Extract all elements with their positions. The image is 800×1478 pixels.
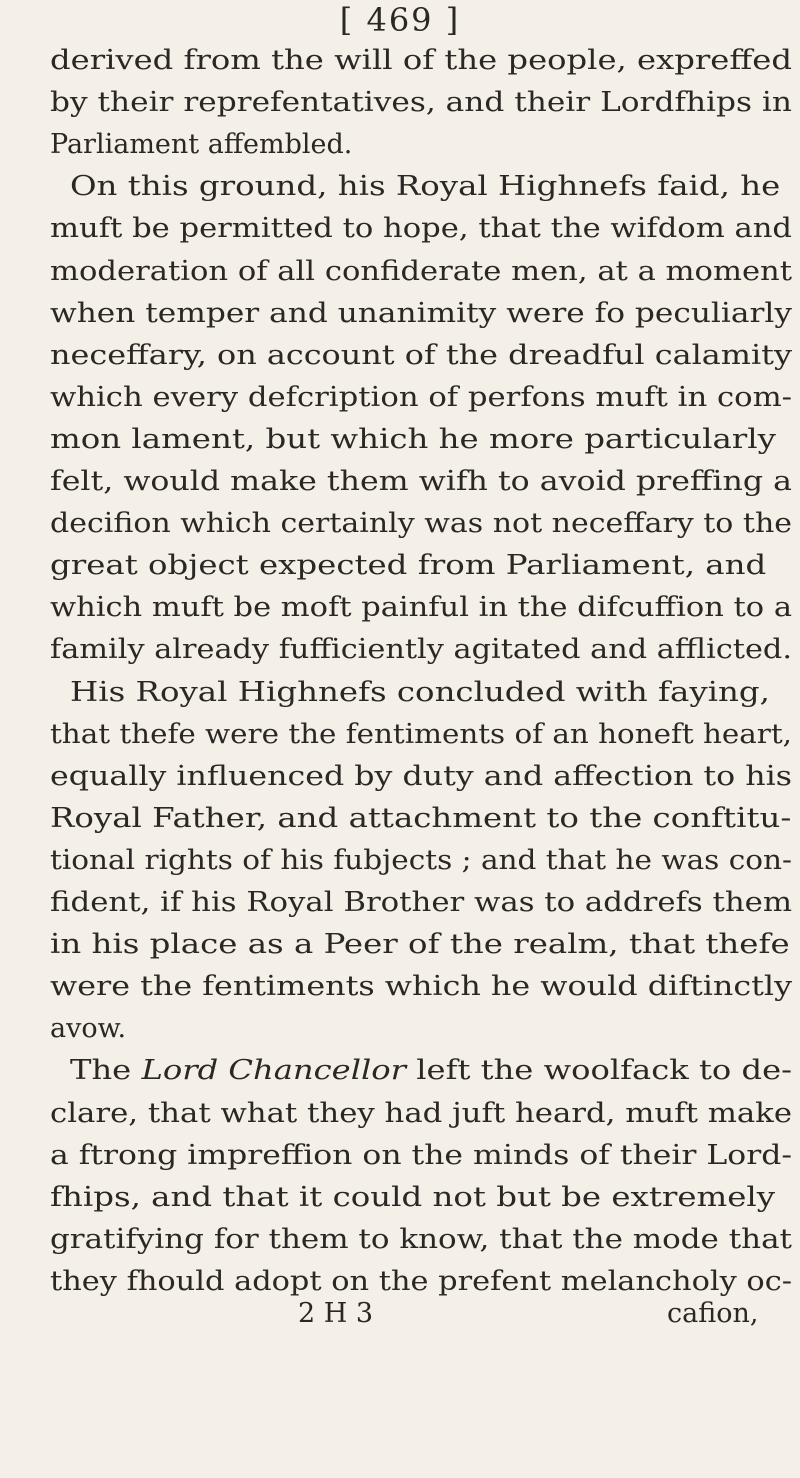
text-line [70, 1055, 793, 1087]
text-line: were the fentiments which he would diftinctly [50, 971, 793, 1003]
catchword: cafion, [667, 1298, 759, 1329]
text-line: a ftrong impreffion on the minds of their Lord- [50, 1139, 792, 1171]
text-segment: The [70, 1055, 142, 1087]
page-number: [ 469 ] [339, 1, 461, 39]
text-line: which muft be moft painful in the difcuffion to a [50, 592, 793, 624]
text-line: tional rights of his fubjects ; and that he was con- [50, 844, 792, 876]
text-line: family already fufficiently agitated and afflicted. [50, 634, 792, 666]
text-line: mon lament, but which he more particularly [50, 423, 776, 455]
text-line: avow. [50, 1013, 127, 1045]
text-line: in his place as a Peer of the realm, that thefe [50, 929, 790, 961]
text-line: which every defcription of perfons muft in com- [50, 381, 793, 413]
text-line: derived from the will of the people, expreffed [50, 45, 792, 76]
text-line: His Royal Highnefs concluded with faying, [70, 676, 770, 708]
page-footer [0, 1298, 800, 1329]
text-line: they fhould adopt on the prefent melancholy oc- [50, 1265, 792, 1297]
text-line: decifion which certainly was not neceffary to the [50, 508, 793, 540]
text-line: by their reprefentatives, and their Lordfhips in [50, 87, 792, 119]
text-line: moderation of all confiderate men, at a moment [50, 255, 793, 287]
signature-mark: 2 H 3 [298, 1298, 374, 1329]
text-line: equally influenced by duty and affection to his [50, 760, 793, 792]
text-line: On this ground, his Royal Highnefs faid, he [70, 171, 781, 203]
text-line: neceffary, on account of the dreadful calamity [50, 339, 792, 371]
text-line: muft be permitted to hope, that the wifdom and [50, 213, 792, 245]
italic-name: Lord Chancellor [141, 1055, 407, 1087]
text-line: Parliament affembled. [50, 129, 353, 161]
text-line: felt, would make them wifh to avoid preffing a [50, 466, 792, 497]
text-line: great object expected from Parliament, and [50, 550, 767, 582]
text-segment: left the woolfack to de- [406, 1055, 793, 1087]
text-line: that thefe were the fentiments of an honeft heart, [50, 718, 792, 750]
text-line: clare, that what they had juft heard, muft make [50, 1097, 793, 1129]
text-line: fhips, and that it could not but be extremely [50, 1181, 776, 1213]
text-line: Royal Father, and attachment to the conftitu- [50, 802, 792, 834]
text-line: when temper and unanimity were fo peculiarly [50, 297, 792, 329]
text-line: fident, if his Royal Brother was to addrefs them [50, 887, 793, 918]
text-line: gratifying for them to know, that the mode that [50, 1223, 792, 1255]
